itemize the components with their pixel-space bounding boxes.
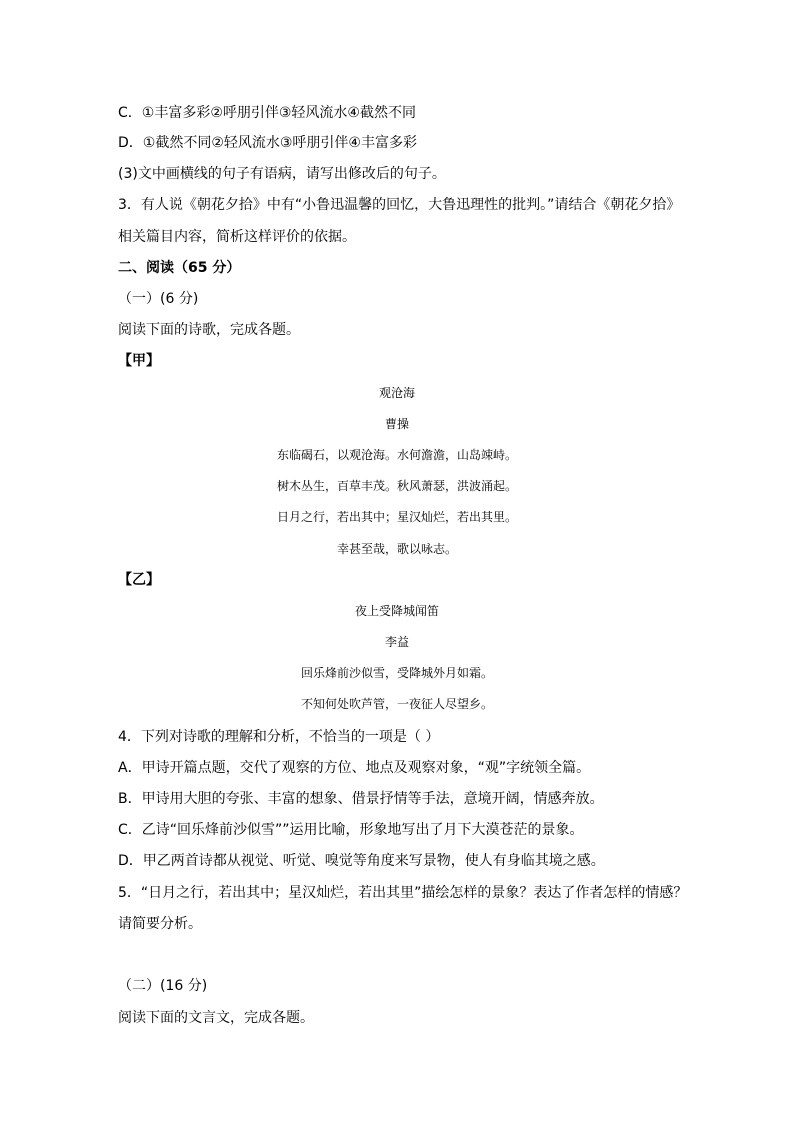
poem-jia-title: 观沧海 xyxy=(378,386,415,400)
q2-option-c: C．①丰富多彩②呼朋引伴③轻风流水④截然不同 xyxy=(118,105,416,121)
poem-jia-line: 树木丛生，百草丰茂。秋风萧瑟，洪波涌起。 xyxy=(276,479,517,493)
q2-sub3: (3)文中画横线的句子有语病，请写出修改后的句子。 xyxy=(118,166,446,182)
q2-option-d: D．①截然不同②轻风流水③呼朋引伴④丰富多彩 xyxy=(118,135,417,151)
poem-jia-line: 幸甚至哉，歌以咏志。 xyxy=(336,542,457,556)
q4-stem: 4．下列对诗歌的理解和分析，不恰当的一项是（ ） xyxy=(118,729,440,745)
q4-option-c: C．乙诗“回乐烽前沙似雪””运用比喻，形象地写出了月下大漠苍茫的景象。 xyxy=(118,822,584,838)
q3-line1: 3．有人说《朝花夕拾》中有“小鲁迅温馨的回忆，大鲁迅理性的批判。”请结合《朝花夕拾》 xyxy=(118,197,681,213)
q4-option-b: B．甲诗用大胆的夸张、丰富的想象、借景抒情等手法，意境开阔，情感奔放。 xyxy=(118,791,604,807)
q4-option-a: A．甲诗开篇点题，交代了观察的方位、地点及观察对象，“观”字统领全篇。 xyxy=(118,760,591,776)
q4-option-d: D．甲乙两首诗都从视觉、听觉、嗅觉等角度来写景物，使人有身临其境之感。 xyxy=(118,853,605,869)
q5-line1: 5．“日月之行，若出其中；星汉灿烂，若出其里”描绘怎样的景象？表达了作者怎样的情感？ xyxy=(118,885,688,901)
part1-intro: 阅读下面的诗歌，完成各题。 xyxy=(118,322,300,338)
part2-intro: 阅读下面的文言文，完成各题。 xyxy=(118,1010,314,1026)
part1-heading: （一）(6 分) xyxy=(118,291,199,307)
poem-yi-line: 不知何处吹芦管，一夜征人尽望乡。 xyxy=(300,697,493,711)
poem-jia-line: 日月之行，若出其中；星汉灿烂，若出其里。 xyxy=(276,510,517,524)
q5-line2: 请简要分析。 xyxy=(118,916,202,932)
poem-yi-line: 回乐烽前沙似雪，受降城外月如霜。 xyxy=(300,666,493,680)
poem-jia-line: 东临碣石，以观沧海。水何澹澹，山岛竦峙。 xyxy=(276,448,517,462)
poem-jia-author: 曹操 xyxy=(384,417,409,431)
q3-line2: 相关篇目内容，简析这样评价的依据。 xyxy=(118,229,356,245)
poem-yi-label: 【乙】 xyxy=(118,572,160,588)
part2-heading: （二）(16 分) xyxy=(118,978,208,994)
poem-yi-title: 夜上受降城闻笛 xyxy=(354,604,439,618)
poem-jia-label: 【甲】 xyxy=(118,353,160,369)
section2-title: 二、阅读（65 分） xyxy=(118,260,241,276)
poem-yi-author: 李益 xyxy=(384,635,409,649)
